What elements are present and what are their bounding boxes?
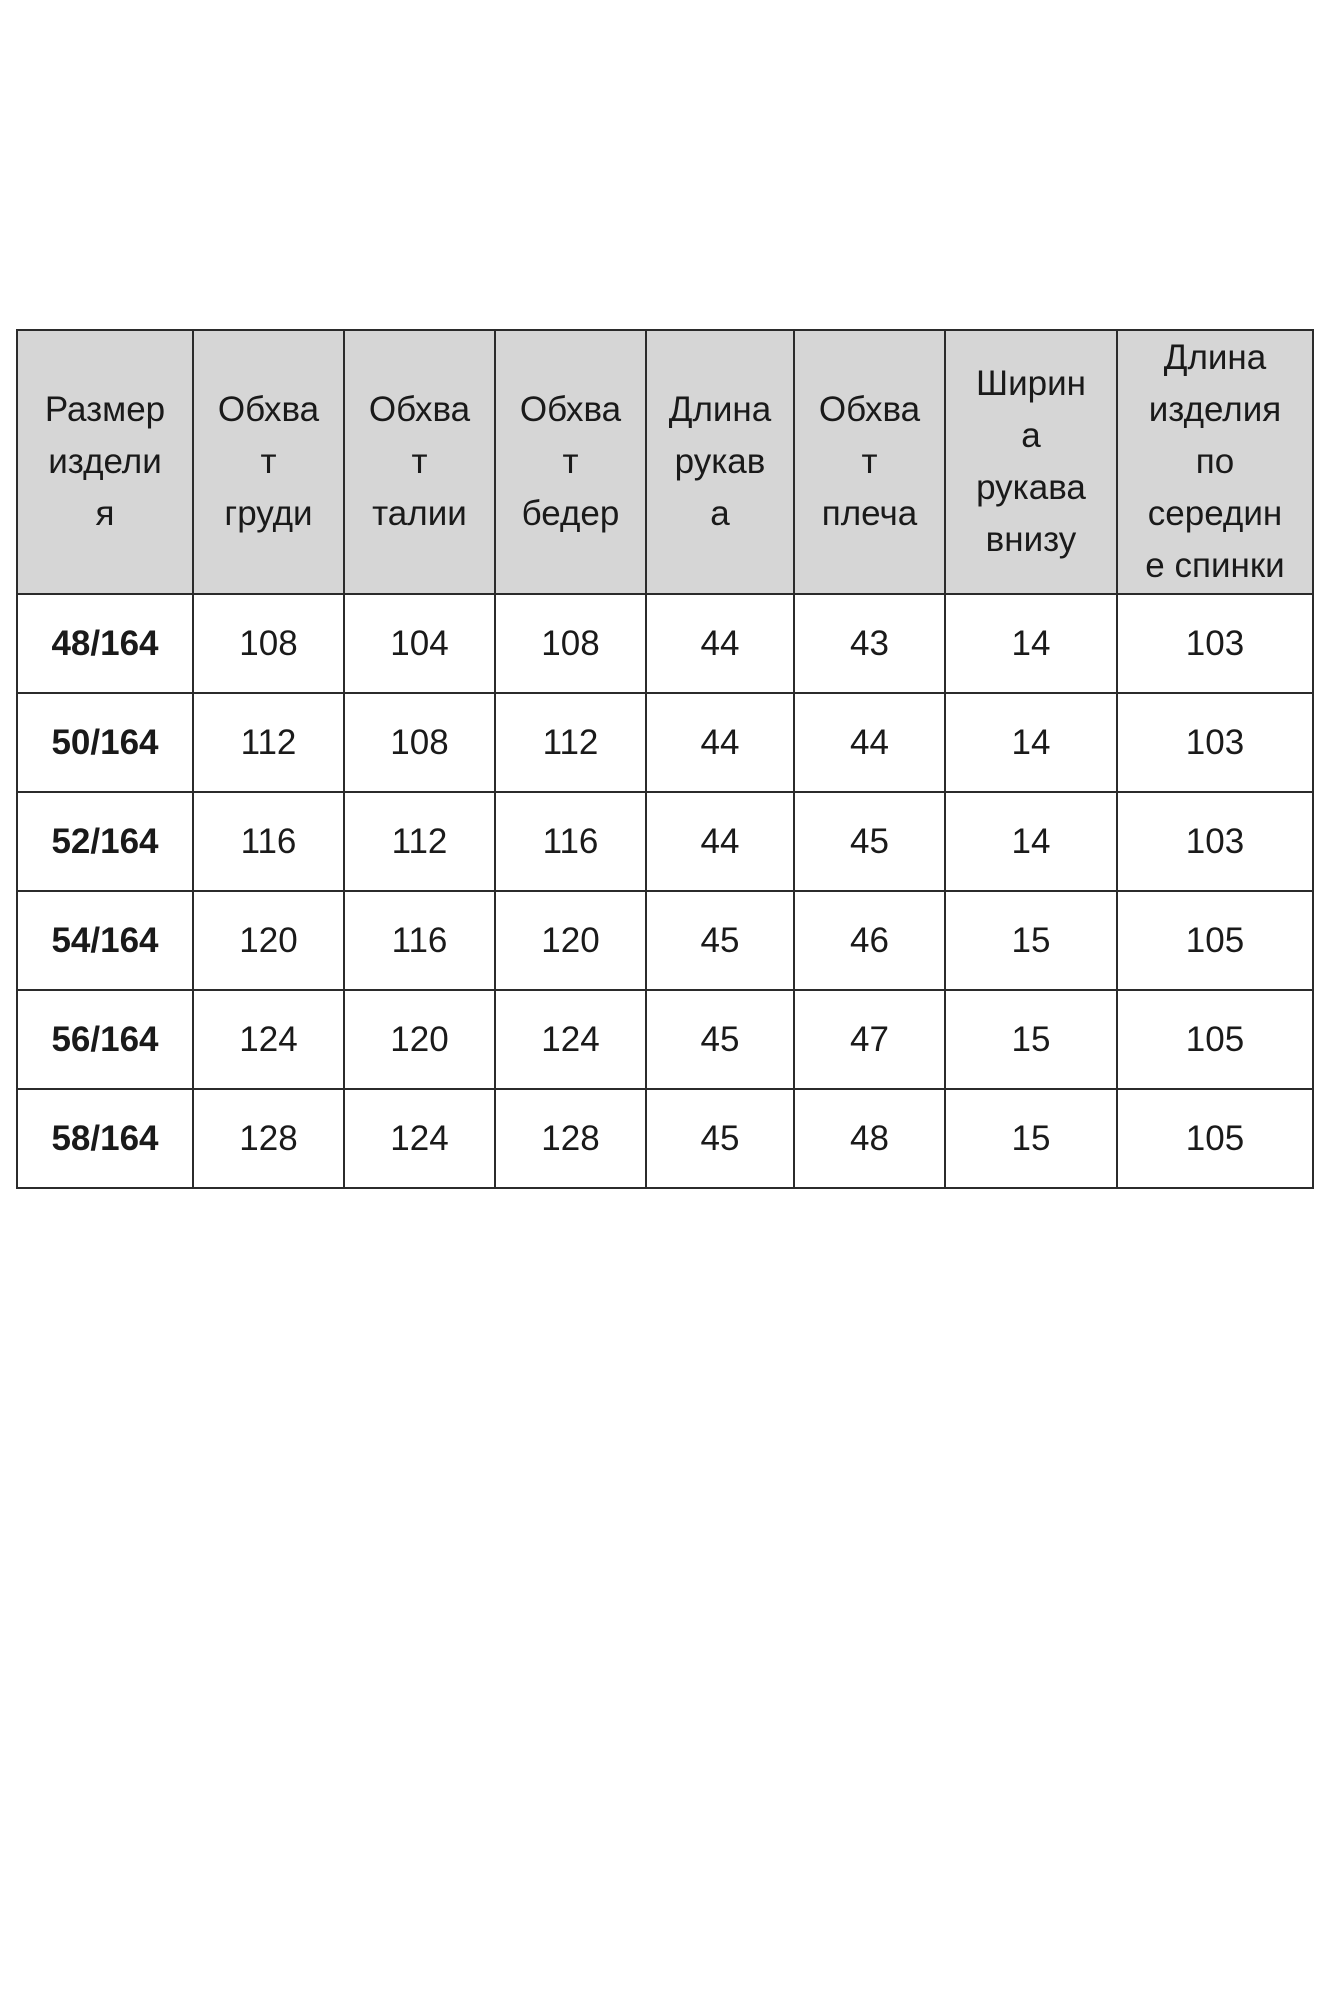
table-cell: 120 xyxy=(344,990,495,1089)
table-cell: 15 xyxy=(945,1089,1117,1188)
size-cell: 48/164 xyxy=(17,594,193,693)
table-cell: 128 xyxy=(495,1089,646,1188)
table-cell: 116 xyxy=(193,792,344,891)
table-cell: 46 xyxy=(794,891,945,990)
size-cell: 54/164 xyxy=(17,891,193,990)
table-cell: 14 xyxy=(945,792,1117,891)
table-cell: 103 xyxy=(1117,693,1313,792)
table-row xyxy=(17,891,1313,990)
table-cell: 15 xyxy=(945,891,1117,990)
table-cell: 120 xyxy=(193,891,344,990)
table-cell: 120 xyxy=(495,891,646,990)
table-cell: 44 xyxy=(646,693,794,792)
table-cell: 112 xyxy=(344,792,495,891)
header-row xyxy=(17,330,1313,594)
table-cell: 108 xyxy=(193,594,344,693)
table-cell: 45 xyxy=(646,1089,794,1188)
table-row xyxy=(17,594,1313,693)
table-cell: 44 xyxy=(794,693,945,792)
table-cell: 14 xyxy=(945,594,1117,693)
table-row xyxy=(17,693,1313,792)
header-back-length: Длина изделия по середин е спинки xyxy=(1117,330,1313,594)
size-cell: 50/164 xyxy=(17,693,193,792)
table-cell: 116 xyxy=(495,792,646,891)
table-cell: 45 xyxy=(646,891,794,990)
table-cell: 108 xyxy=(495,594,646,693)
size-cell: 52/164 xyxy=(17,792,193,891)
table-cell: 15 xyxy=(945,990,1117,1089)
size-chart-table xyxy=(16,329,1314,1189)
table-cell: 48 xyxy=(794,1089,945,1188)
table-cell: 44 xyxy=(646,594,794,693)
header-shoulder-girth: Обхва т плеча xyxy=(794,330,945,594)
table-cell: 112 xyxy=(193,693,344,792)
table-cell: 105 xyxy=(1117,891,1313,990)
table-cell: 116 xyxy=(344,891,495,990)
header-sleeve-bottom-width: Ширин а рукава внизу xyxy=(945,330,1117,594)
table-cell: 14 xyxy=(945,693,1117,792)
table-cell: 124 xyxy=(344,1089,495,1188)
header-waist-girth: Обхва т талии xyxy=(344,330,495,594)
table-cell: 104 xyxy=(344,594,495,693)
table-cell: 45 xyxy=(646,990,794,1089)
table-row xyxy=(17,792,1313,891)
table-cell: 112 xyxy=(495,693,646,792)
header-hip-girth: Обхва т бедер xyxy=(495,330,646,594)
header-size: Размер издели я xyxy=(17,330,193,594)
table-cell: 105 xyxy=(1117,990,1313,1089)
size-cell: 58/164 xyxy=(17,1089,193,1188)
table-row xyxy=(17,1089,1313,1188)
table-cell: 128 xyxy=(193,1089,344,1188)
table-cell: 45 xyxy=(794,792,945,891)
table-cell: 47 xyxy=(794,990,945,1089)
table-cell: 44 xyxy=(646,792,794,891)
table-cell: 43 xyxy=(794,594,945,693)
table-cell: 124 xyxy=(193,990,344,1089)
header-chest-girth: Обхва т груди xyxy=(193,330,344,594)
table-cell: 103 xyxy=(1117,792,1313,891)
table-cell: 105 xyxy=(1117,1089,1313,1188)
table-cell: 108 xyxy=(344,693,495,792)
size-cell: 56/164 xyxy=(17,990,193,1089)
table-cell: 124 xyxy=(495,990,646,1089)
header-sleeve-length: Длина рукав а xyxy=(646,330,794,594)
table-cell: 103 xyxy=(1117,594,1313,693)
table-row xyxy=(17,990,1313,1089)
